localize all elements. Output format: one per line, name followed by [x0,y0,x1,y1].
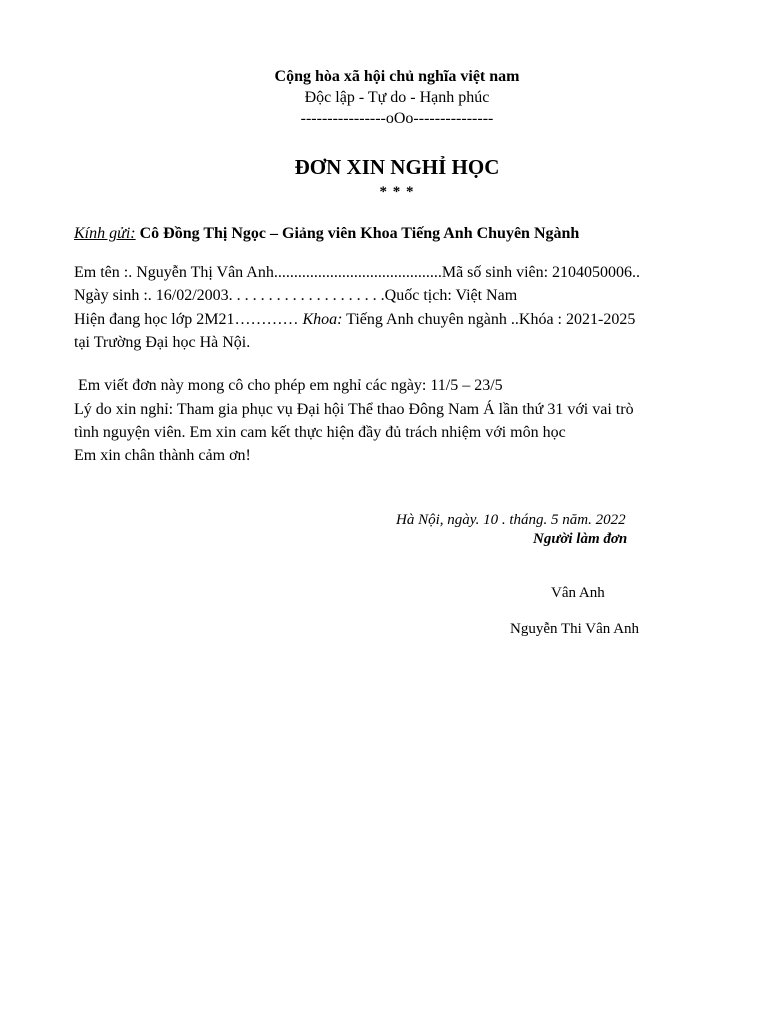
addressee-label: Kính gửi: [74,225,136,242]
reason-line: Lý do xin nghỉ: Tham gia phục vụ Đại hội Thể thao Đông Nam Á lần thứ 31 với vai trò [74,401,634,418]
date-of-birth-line: Ngày sinh :. 16/02/2003. . . . . . . . . . . . . . . . . . . .Quốc tịch: Việt Nam [74,287,518,304]
student-name-line: Em tên :. Nguyễn Thị Vân Anh..........................................Mã số sinh viên: 2104050006.. [74,264,641,281]
signer-full-name: Nguyễn Thi Vân Anh [510,621,640,637]
faculty-value: Tiếng Anh chuyên ngành ..Khóa : 2021-2025 [342,311,636,328]
title-stars: * * * [379,184,415,200]
reason-continued-line: tình nguyện viên. Em xin cam kết thực hiện đầy đủ trách nhiệm với môn học [74,424,566,441]
thanks-line: Em xin chân thành cảm ơn! [74,447,251,464]
national-motto: Độc lập - Tự do - Hạnh phúc [304,89,490,106]
header-divider: ----------------oOo--------------- [300,110,494,127]
national-title: Cộng hòa xã hội chủ nghĩa việt nam [274,68,520,85]
sign-date: Hà Nội, ngày. 10 . tháng. 5 năm. 2022 [396,512,626,528]
class-line [74,310,635,330]
class-prefix: Hiện đang học lớp 2M21………… [74,311,303,328]
school-line: tại Trường Đại học Hà Nội. [74,334,251,351]
addressee-line [74,224,579,244]
signature-text: Vân Anh [551,585,605,601]
addressee-recipient: Cô Đồng Thị Ngọc – Giảng viên Khoa Tiếng Anh Chuyên Ngành [135,225,580,242]
request-line: Em viết đơn này mong cô cho phép em nghỉ các ngày: 11/5 – 23/5 [78,377,503,394]
document-title: ĐƠN XIN NGHỈ HỌC [294,155,500,179]
sign-role: Người làm đơn [533,531,628,547]
faculty-label: Khoa: [302,311,343,328]
